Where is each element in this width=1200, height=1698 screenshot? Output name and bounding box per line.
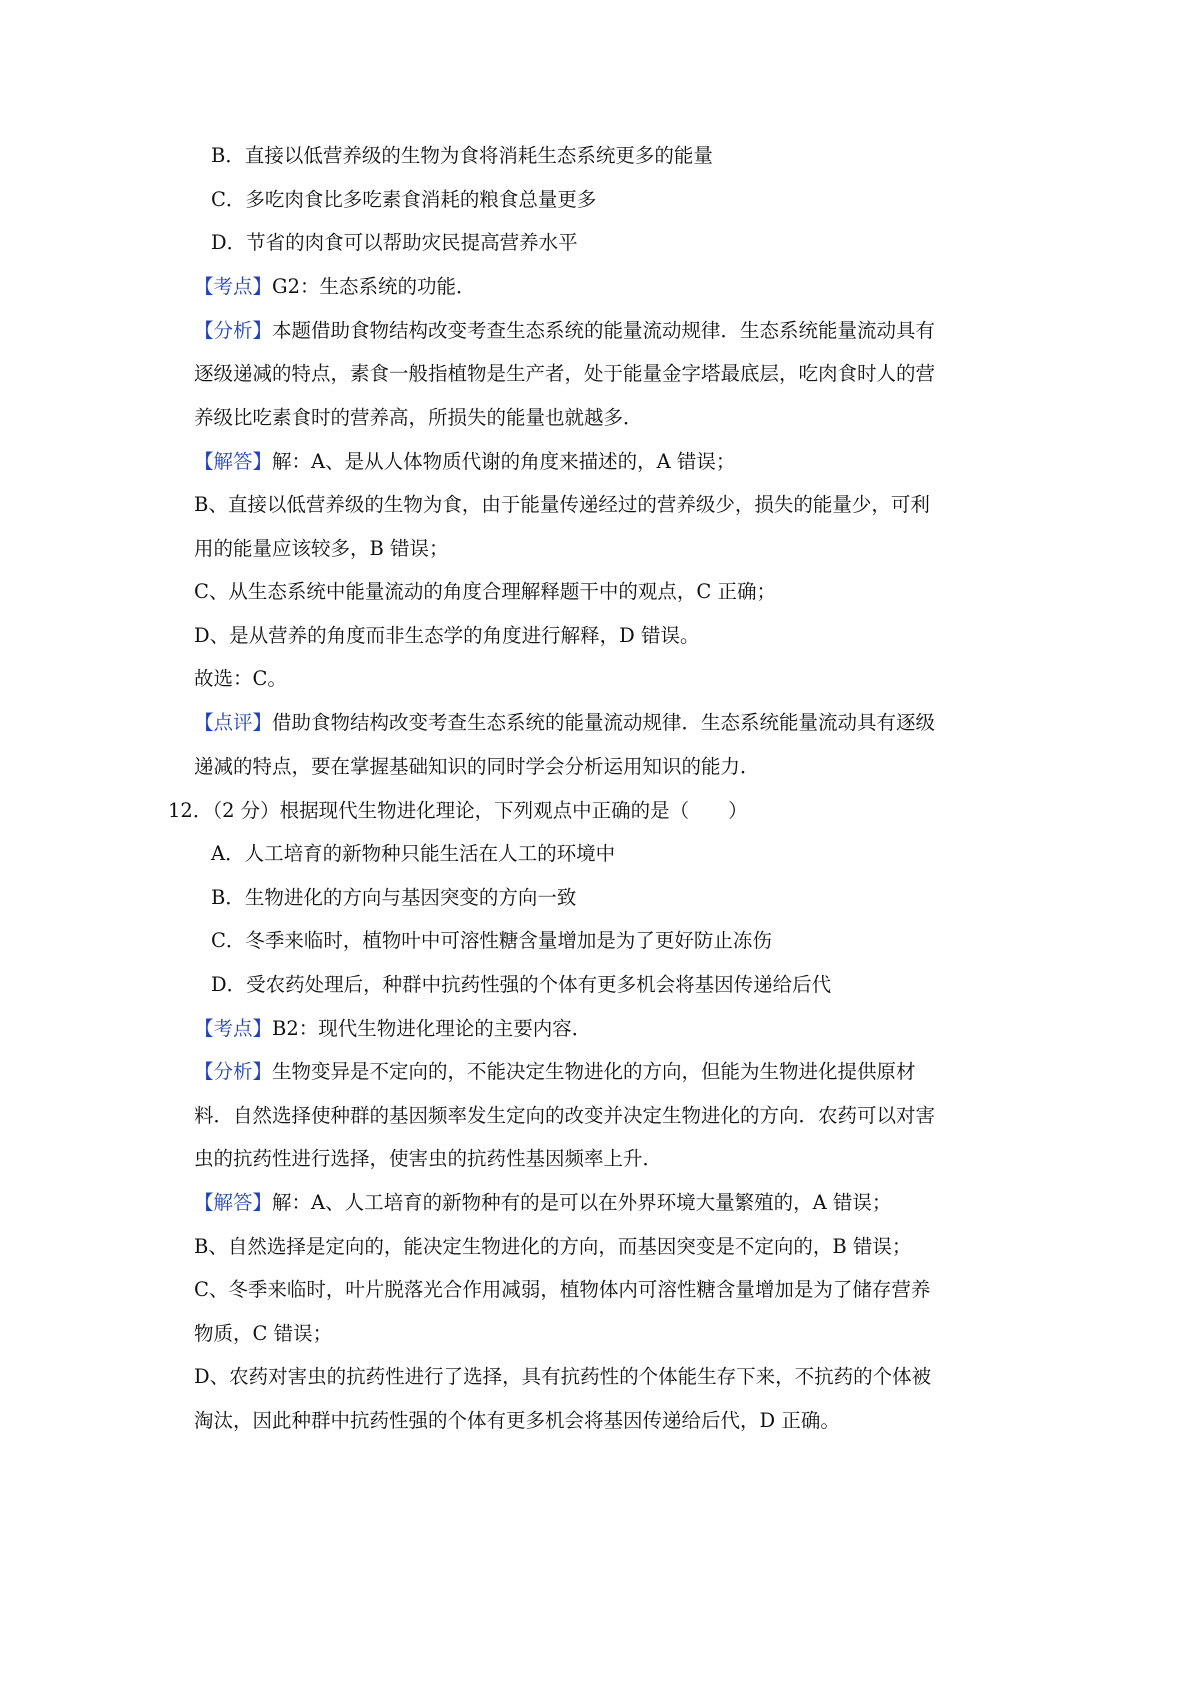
- q11-fenxi: [194, 318, 935, 344]
- fenxi-text: 本题借助食物结构改变考查生态系统的能量流动规律．生态系统能量流动具有: [272, 319, 936, 342]
- q11-option-b: B．直接以低营养级的生物为食将消耗生态系统更多的能量: [211, 144, 713, 167]
- q12-jieda-b: B、自然选择是定向的，能决定生物进化的方向，而基因突变是不定向的，B 错误；: [194, 1235, 912, 1258]
- q11-option-c: C．多吃肉食比多吃素食消耗的粮食总量更多: [211, 188, 597, 211]
- jieda-tag: 【解答】: [194, 450, 273, 473]
- q12-jieda-d1: D、农药对害虫的抗药性进行了选择，具有抗药性的个体能生存下来，不抗药的个体被: [194, 1365, 932, 1388]
- jieda-tag: 【解答】: [194, 1191, 273, 1214]
- q11-answer: 故选：C。: [194, 667, 287, 690]
- q11-dianping-line2: 递减的特点，要在掌握基础知识的同时学会分析运用知识的能力．: [194, 755, 760, 778]
- kaodian-text: G2：生态系统的功能．: [272, 275, 476, 298]
- q11-jieda: [194, 449, 735, 475]
- q12-fenxi-line3: 虫的抗药性进行选择，使害虫的抗药性基因频率上升．: [194, 1147, 663, 1170]
- q11-jieda-d: D、是从营养的角度而非生态学的角度进行解释，D 错误。: [194, 624, 700, 647]
- q11-jieda-b2: 用的能量应该较多，B 错误；: [194, 537, 449, 560]
- dianping-tag: 【点评】: [194, 711, 273, 734]
- q11-kaodian: [194, 274, 476, 300]
- q11-option-d: D．节省的肉食可以帮助灾民提高营养水平: [211, 231, 578, 254]
- q12-fenxi: [194, 1059, 916, 1085]
- q12-option-b: B．生物进化的方向与基因突变的方向一致: [211, 886, 577, 909]
- q11-jieda-b1: B、直接以低营养级的生物为食，由于能量传递经过的营养级少，损失的能量少，可利: [194, 493, 930, 516]
- q12-kaodian: [194, 1016, 591, 1042]
- q11-fenxi-line3: 养级比吃素食时的营养高，所损失的能量也就越多．: [194, 406, 643, 429]
- q12-option-d: D．受农药处理后，种群中抗药性强的个体有更多机会将基因传递给后代: [211, 973, 832, 996]
- kaodian-text: B2：现代生物进化理论的主要内容．: [272, 1017, 592, 1040]
- fenxi-tag: 【分析】: [194, 1060, 273, 1083]
- q12-jieda-d2: 淘汰，因此种群中抗药性强的个体有更多机会将基因传递给后代，D 正确。: [194, 1409, 840, 1432]
- q12-option-a: A．人工培育的新物种只能生活在人工的环境中: [211, 842, 616, 865]
- jieda-text: 解：A、是从人体物质代谢的角度来描述的，A 错误；: [272, 450, 736, 473]
- jieda-text: 解：A、人工培育的新物种有的是可以在外界环境大量繁殖的，A 错误；: [272, 1191, 892, 1214]
- q12-jieda-c1: C、冬季来临时，叶片脱落光合作用减弱，植物体内可溶性糖含量增加是为了储存营养: [194, 1278, 931, 1301]
- q12-fenxi-line2: 料．自然选择使种群的基因频率发生定向的改变并决定生物进化的方向．农药可以对害: [194, 1104, 936, 1127]
- q11-dianping: [194, 710, 935, 736]
- q12-option-c: C．冬季来临时，植物叶中可溶性糖含量增加是为了更好防止冻伤: [211, 929, 772, 952]
- fenxi-text: 生物变异是不定向的，不能决定生物进化的方向，但能为生物进化提供原材: [272, 1060, 916, 1083]
- q12-jieda-c2: 物质，C 错误；: [194, 1322, 333, 1345]
- q11-fenxi-line2: 逐级递减的特点，素食一般指植物是生产者，处于能量金字塔最底层，吃肉食时人的营: [194, 362, 936, 385]
- q12-jieda: [194, 1190, 891, 1216]
- q12-stem: 12．（2 分）根据现代生物进化理论，下列观点中正确的是（ ）: [168, 799, 748, 822]
- kaodian-tag: 【考点】: [194, 275, 273, 298]
- kaodian-tag: 【考点】: [194, 1017, 273, 1040]
- fenxi-tag: 【分析】: [194, 319, 273, 342]
- dianping-text: 借助食物结构改变考查生态系统的能量流动规律．生态系统能量流动具有逐级: [272, 711, 936, 734]
- q11-jieda-c: C、从生态系统中能量流动的角度合理解释题干中的观点，C 正确；: [194, 580, 777, 603]
